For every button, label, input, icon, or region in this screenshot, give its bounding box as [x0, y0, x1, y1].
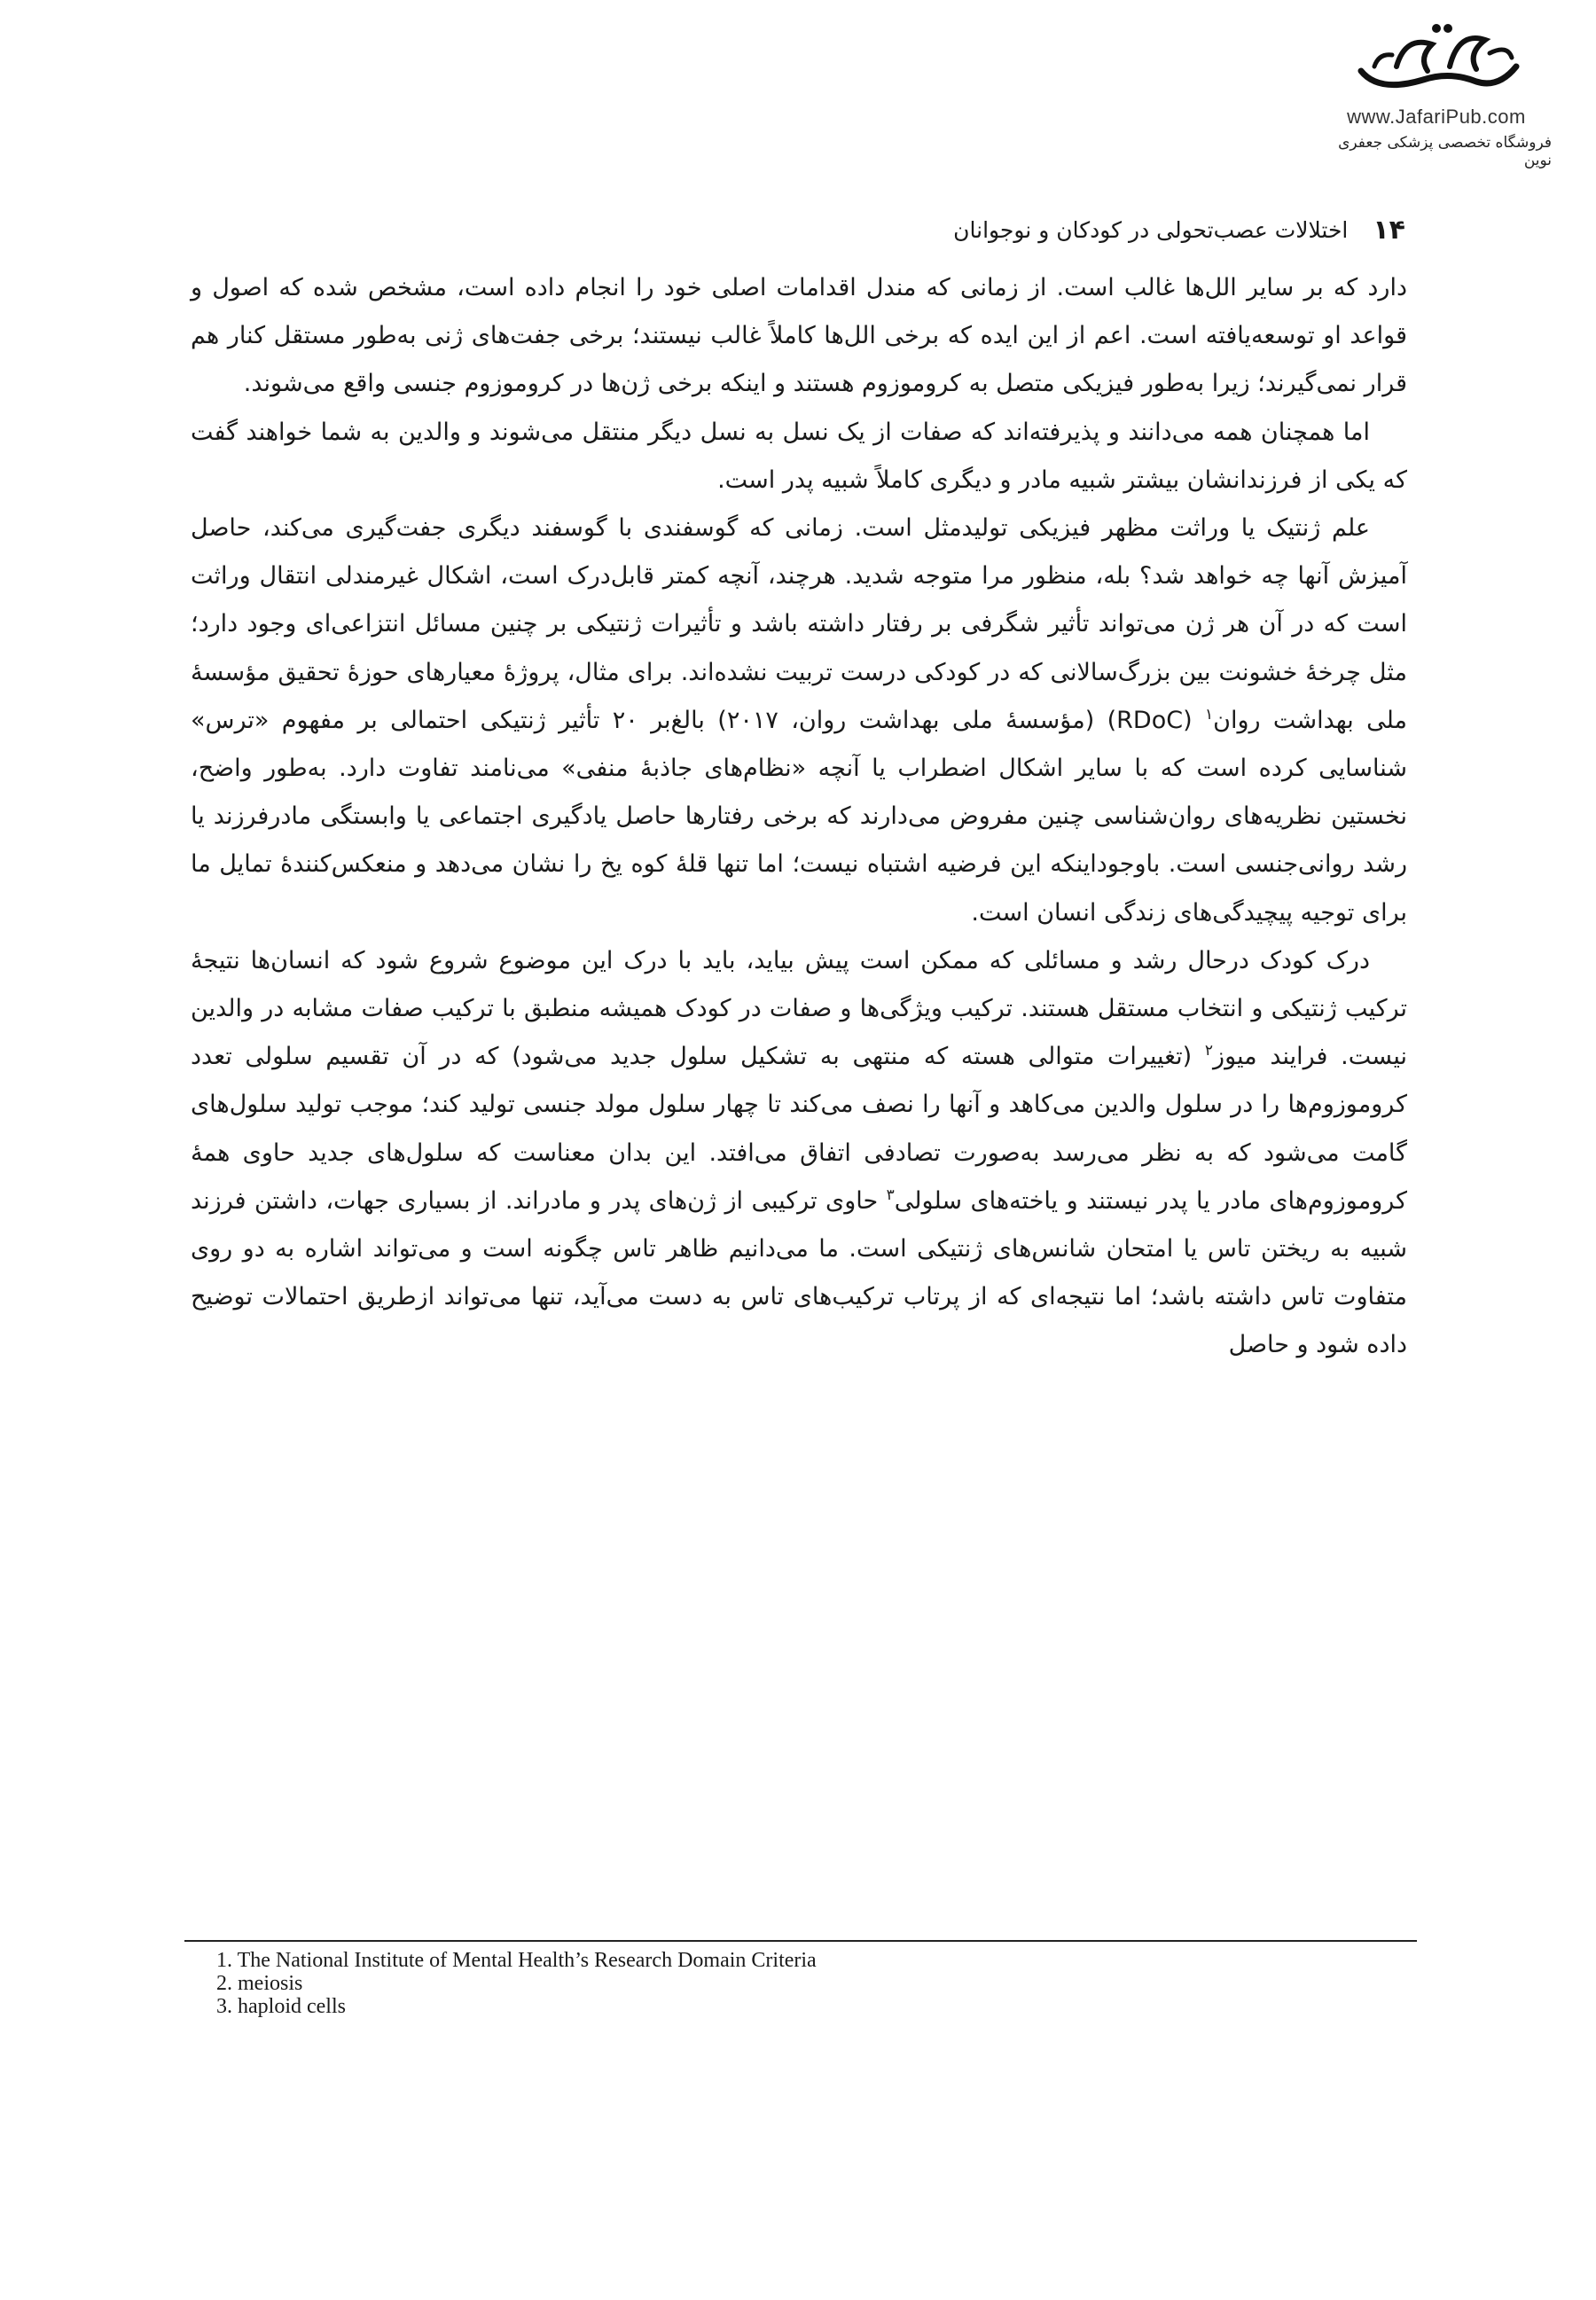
running-head — [177, 215, 1405, 246]
paragraph-2: اما همچنان همه می‌دانند و پذیرفته‌اند که صفات از یک نسل به نسل دیگر منتقل می‌شوند و والدین به شما خواهند گفت که یکی از فرزندانشان بیشتر شبیه مادر و دیگری کاملاً شبیه پدر است. — [191, 418, 1407, 494]
publisher-tagline: فروشگاه تخصصی پزشکی جعفری نوین — [1338, 134, 1552, 169]
footnote-1: 1. The National Institute of Mental Health’s Research Domain Criteria — [216, 1949, 817, 1972]
paragraph-4 — [191, 937, 1407, 1370]
paragraph-3 — [191, 505, 1407, 937]
paragraph-3-part-a: علم ژنتیک یا وراثت مظهر فیزیکی تولیدمثل است. زمانی که گوسفندی با گوسفند دیگری جفت‌گیری می‌کند، حاصل آمیزش آنها چه خواهد شد؟ بله، منظور مرا متوجه شدید. هرچند، آنچه کمتر قابل‌درک است، اشکال غیرمندلی انتقال وراثت است که در آن هر ژن می‌تواند تأثیر شگرفی بر رفتار داشته باشد و تأثیرات ژنتیکی بر چنین مسائل انتزاعی‌ای وجود دارد؛ مثل چرخهٔ خشونت بین بزرگ‌سالانی که در کودکی درست تربیت نشده‌اند. برای مثال، پروژهٔ معیارهای حوزهٔ تحقیق مؤسسهٔ ملی بهداشت روان — [191, 514, 1407, 734]
body-text — [191, 264, 1407, 1370]
footnotes — [216, 1949, 1369, 2018]
paragraph-3-part-b: (RDoC) (مؤسسهٔ ملی بهداشت روان، ۲۰۱۷) بالغ‌بر ۲۰ تأثیر ژنتیکی احتمالی بر مفهوم «ترس» شناسایی کرده است که با سایر اشکال اضطراب یا آنچه «نظام‌های جاذبهٔ منفی» می‌نامند تفاوت دارد. به‌طور واضح، نخستین نظریه‌های روان‌شناسی چنین مفروض می‌دارند که برخی رفتارها حاصل یادگیری اجتماعی یا وابستگی مادرفرزند یا رشد روانی‌جنسی است. باوجوداینکه این فرضیه اشتباه نیست؛ اما تنها قلهٔ کوه یخ را نشان می‌دهد و منعکس‌کنندهٔ تمایل ما برای توجیه پیچیدگی‌های زندگی انسان است. — [191, 706, 1407, 927]
paragraph-4-part-b: (تغییرات متوالی هسته که منتهی به تشکیل سلول جدید می‌شود) که در آن تقسیم سلولی تعدد کروموزوم‌ها را در سلول والدین می‌کاهد و آنها را نصف می‌کند تا چهار سلول مولد جنسی تولید کند؛ موجب تولید سلول‌های گامت می‌شود که به نظر می‌رسد به‌صورت تصادفی اتفاق می‌افتد. این بدان معناست که سلول‌های جدید حاوی همهٔ کروموزوم‌های مادر یا پدر نیستند و یاخته‌های سلولی — [191, 1043, 1407, 1215]
footnote-2: 2. meiosis — [216, 1972, 303, 1995]
publisher-url[interactable]: www.JafariPub.com — [1347, 106, 1526, 128]
paragraph-4-part-c: حاوی ترکیبی از ژن‌های پدر و مادراند. از بسیاری جهات، داشتن فرزند شبیه به ریختن تاس یا امتحان شانس‌های ژنتیکی است. ما می‌دانیم ظاهر تاس چگونه است و می‌تواند اشاره به دو روی متفاوت تاس داشته باشد؛ اما نتیجه‌ای که از پرتاب ترکیب‌های تاس به دست می‌آید، تنها می‌تواند ازطریق احتمالات توضیح داده شود و حاصل — [191, 1186, 1407, 1359]
footnote-ref-3[interactable]: ۳ — [886, 1185, 895, 1204]
footnote-3: 3. haploid cells — [216, 1995, 346, 2018]
footnote-ref-1[interactable]: ۱ — [1205, 705, 1214, 724]
paragraph-1: دارد که بر سایر الل‌ها غالب است. از زمانی که مندل اقدامات اصلی خود را انجام داده است، مشخص شده که اصول و قواعد او توسعه‌یافته است. اعم از این ایده که برخی الل‌ها کاملاً غالب نیستند؛ برخی جفت‌های ژنی به‌طور مستقل کنار هم قرار نمی‌گیرند؛ زیرا به‌طور فیزیکی متصل به کروموزوم هستند و اینکه برخی ژن‌ها در کروموزوم جنسی واقع می‌شوند. — [191, 274, 1407, 398]
publisher-logo-icon — [1343, 18, 1530, 102]
page-number: ۱۴ — [1373, 215, 1405, 246]
paragraph-4-part-a: درک کودک درحال رشد و مسائلی که ممکن است پیش بیاید، باید با درک این موضوع شروع شود که انسان‌ها نتیجهٔ ترکیب ژنتیکی و انتخاب مستقل هستند. ترکیب ویژگی‌ها و صفات در کودک همیشه منطبق با ترکیب صفات مشابه در والدین نیست. فرایند میوز — [191, 946, 1407, 1071]
publisher-logo — [1312, 18, 1561, 177]
footnote-divider — [184, 1940, 1417, 1942]
footnote-ref-2[interactable]: ۲ — [1204, 1042, 1214, 1060]
book-title: اختلالات عصب‌تحولی در کودکان و نوجوانان — [953, 217, 1349, 243]
